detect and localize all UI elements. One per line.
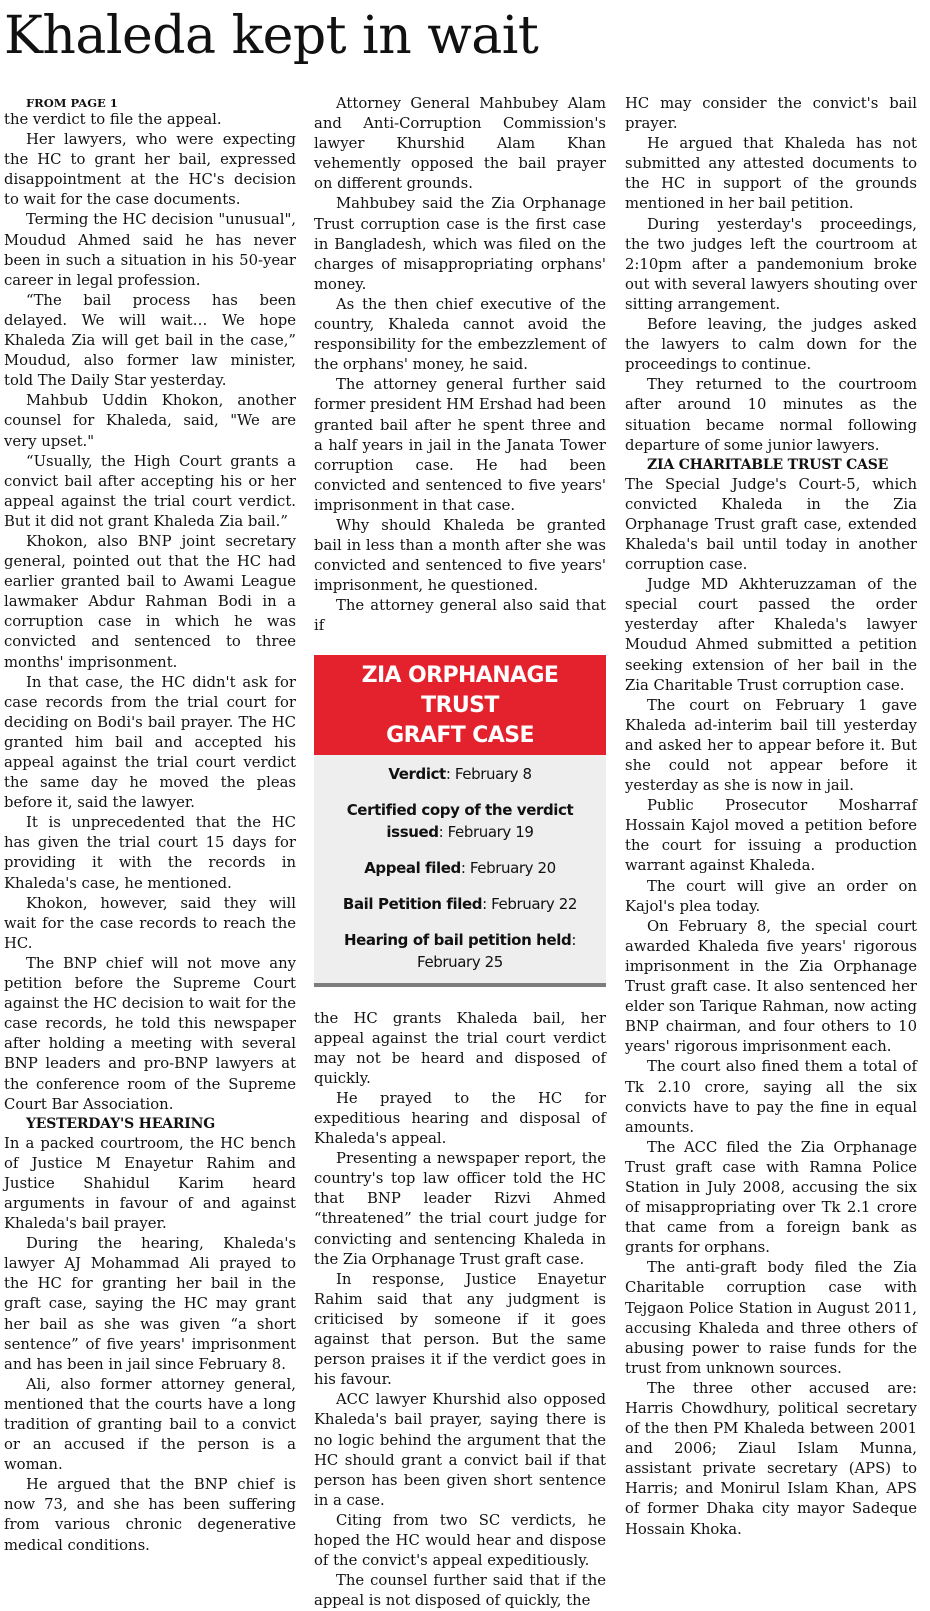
paragraph: Her lawyers, who were expecting the HC to grant her bail, expressed disappointment at the HC's decision to wait for the case documents. [4,131,296,209]
subheading: YESTERDAY'S HEARING [26,1115,215,1132]
paragraph: The counsel further said that if the appeal is not disposed of quickly, the [314,1572,606,1610]
paragraph: In a packed courtroom, the HC bench of Justice M Enayetur Rahim and Justice Shahidul Karim heard arguments in favour of and against Khaleda's bail prayer. [4,1134,296,1233]
fact-box-title-line: GRAFT CASE [386,722,534,748]
paragraph: Public Prosecutor Mosharraf Hossain Kajol moved a petition before the court for issuing a production warrant against Khaleda. [625,797,917,875]
headline: Khaleda kept in wait [4,6,539,66]
paragraph: In that case, the HC didn't ask for case records from the trial court for deciding on Bodi's bail prayer. The HC granted him bail and accepted his appeal against the trial court verdict the same day he moved the pleas before it, said the lawyer. [4,673,296,812]
paragraph: In response, Justice Enayetur Rahim said that any judgment is criticised by someone if it goes against that person. But the same person praises it if the verdict goes in his favour. [314,1270,606,1389]
paragraph: They returned to the courtroom after around 10 minutes as the situation became normal following departure of some junior lawyers. [625,376,917,454]
fact-value: : February 25 [417,930,576,971]
fact-label: Verdict [388,764,446,783]
paragraph: The Special Judge's Court-5, which convicted Khaleda in the Zia Orphanage Trust graft case, extended Khaleda's bail until today in another corruption case. [625,475,917,574]
paragraph: the verdict to file the appeal. [4,111,222,128]
paragraph: The court will give an order on Kajol's plea today. [625,877,917,915]
paragraph: The court on February 1 gave Khaleda ad-interim bail till yesterday and asked her to appear before it. But she could not appear before it yesterday as she is now in jail. [625,696,917,795]
paragraph: He argued that Khaleda has not submitted any attested documents to the HC in support of the grounds mentioned in her bail petition. [625,135,917,213]
fact-box-title [314,655,606,755]
paragraph: The anti-graft body filed the Zia Charitable corruption case with Tejgaon Police Station in August 2011, accusing Khaleda and three others of abusing power to raise funds for the trust from unknown sources. [625,1259,917,1377]
paragraph: Before leaving, the judges asked the lawyers to calm down for the proceedings to continue. [625,316,917,374]
paragraph: He argued that the BNP chief is now 73, and she has been suffering from various chronic degenerative medical conditions. [4,1476,296,1554]
column-1 [4,96,296,1556]
paragraph: The court also fined them a total of Tk 2.10 crore, saying all the six convicts have to pay the fine in equal amounts. [625,1058,917,1136]
fact-box-item [314,885,606,921]
fact-value: : February 19 [438,822,534,841]
paragraph: ACC lawyer Khurshid also opposed Khaleda's bail prayer, saying there is no logic behind the argument that the HC should grant a convict bail if that person has been given short sentence in a case. [314,1391,606,1509]
paragraph: Khokon, however, said they will wait for the case records to reach the HC. [4,894,296,952]
paragraph: “The bail process has been delayed. We will wait… We hope Khaleda Zia will get bail in the case,” Moudud, also former law minister, told The Daily Star yesterday. [4,291,296,390]
fact-label: Bail Petition filed [342,894,483,913]
paragraph: The ACC filed the Zia Orphanage Trust graft case with Ramna Police Station in July 2008, accusing the six of misappropriating over Tk 2.1 crore that came from a foreign bank as grants for orphans. [625,1138,917,1257]
column-2 [314,94,606,1611]
subheading: ZIA CHARITABLE TRUST CASE [647,456,889,473]
paragraph: Attorney General Mahbubey Alam and Anti-Corruption Commission's lawyer Khurshid Alam Khan vehemently opposed the bail prayer on different grounds. [314,95,606,193]
fact-label: Certified copy of the verdict issued [346,800,574,841]
fact-value: : February 8 [445,764,532,783]
paragraph: Mahbub Uddin Khokon, another counsel for Khaleda, said, "We are very upset." [4,392,296,450]
paragraph: Citing from two SC verdicts, he hoped the HC would hear and dispose of the convict's appeal expeditiously. [314,1511,606,1570]
kicker: FROM PAGE 1 [26,96,118,110]
paragraph: On February 8, the special court awarded Khaleda five years' rigorous imprisonment in the Zia Orphanage Trust graft case. It also sentenced her elder son Tarique Rahman, now acting BNP chairman, and four others to 10 years' rigorous imprisonment each. [625,917,917,1056]
fact-label: Hearing of bail petition held [344,930,572,949]
paragraph: He prayed to the HC for expeditious hearing and disposal of Khaleda's appeal. [314,1089,606,1148]
paragraph: It is unprecedented that the HC has given the trial court 15 days for providing it with the records in Khaleda's case, he mentioned. [4,814,296,892]
paragraph: Mahbubey said the Zia Orphanage Trust corruption case is the first case in Bangladesh, which was filed on the charges of misappropriating orphans' money. [314,195,606,293]
paragraph: The attorney general further said former president HM Ershad had been granted bail after he spent three and a half years in jail in the Janata Tower corruption case. He had been convicted and sentenced to five years' imprisonment in that case. [314,376,606,514]
fact-box [314,655,606,987]
paragraph: The BNP chief will not move any petition before the Supreme Court against the HC decision to wait for the case records, he told this newspaper after holding a meeting with several BNP leaders and pro-BNP lawyers at the conference room of the Supreme Court Bar Association. [4,954,296,1113]
column-3 [625,94,917,1540]
paragraph: Khokon, also BNP joint secretary general, pointed out that the HC had earlier granted bail to Awami League lawmaker Abdur Rahman Bodi in a corruption case in which he was convicted and sentenced to three months' imprisonment. [4,532,296,671]
fact-box-item [314,755,606,791]
paragraph: Ali, also former attorney general, mentioned that the courts have a long tradition of granting bail to a convict or an accused if the person is a woman. [4,1375,296,1474]
paragraph: Terming the HC decision "unusual", Moudud Ahmed said he has never been in such a situation in his 50-year career in legal profession. [4,211,296,289]
fact-box-item [314,849,606,885]
paragraph: During yesterday's proceedings, the two judges left the courtroom at 2:10pm after a pandemonium broke out with several lawyers shouting over sitting arrangement. [625,215,917,313]
paragraph: Judge MD Akhteruzzaman of the special court passed the order yesterday after Khaleda's lawyer Moudud Ahmed submitted a petition seeking extension of her bail in the Zia Charitable Trust corruption case. [625,576,917,694]
fact-value: : February 20 [460,858,556,877]
fact-box-title-line: ZIA ORPHANAGE TRUST [361,662,559,718]
paragraph: The three other accused are: Harris Chowdhury, political secretary of the then PM Khaleda between 2001 and 2006; Ziaul Islam Munna, assistant private secretary (APS) to Harris; and Monirul Islam Khan, APS of former Dhaka city mayor Sadeque Hossain Khoka. [625,1379,917,1538]
fact-label: Appeal filed [364,858,461,877]
paragraph: Why should Khaleda be granted bail in less than a month after she was convicted and sentenced to five years' imprisonment, he questioned. [314,516,606,595]
paragraph: As the then chief executive of the country, Khaleda cannot avoid the responsibility for the embezzlement of the orphans' money, he said. [314,295,606,374]
paragraph: “Usually, the High Court grants a convict bail after accepting his or her appeal against the trial court verdict. But it did not grant Khaleda Zia bail.” [4,452,296,530]
paragraph: HC may consider the convict's bail prayer. [625,95,917,133]
paragraph: During the hearing, Khaleda's lawyer AJ Mohammad Ali prayed to the HC for granting her bail in the graft case, saying the HC may grant her bail as she was given “a short sentence” of five years' imprisonment and has been in jail since February 8. [4,1235,296,1373]
paragraph: the HC grants Khaleda bail, her appeal against the trial court verdict may not be heard and disposed of quickly. [314,1009,606,1087]
paragraph: Presenting a newspaper report, the country's top law officer told the HC that BNP leader Rizvi Ahmed “threatened” the trial court judge for convicting and sentencing Khaleda in the Zia Orphanage Trust graft case. [314,1150,606,1268]
paragraph: The attorney general also said that if [314,597,606,635]
fact-box-item [314,921,606,983]
fact-box-item [314,791,606,849]
fact-value: : February 22 [482,894,578,913]
